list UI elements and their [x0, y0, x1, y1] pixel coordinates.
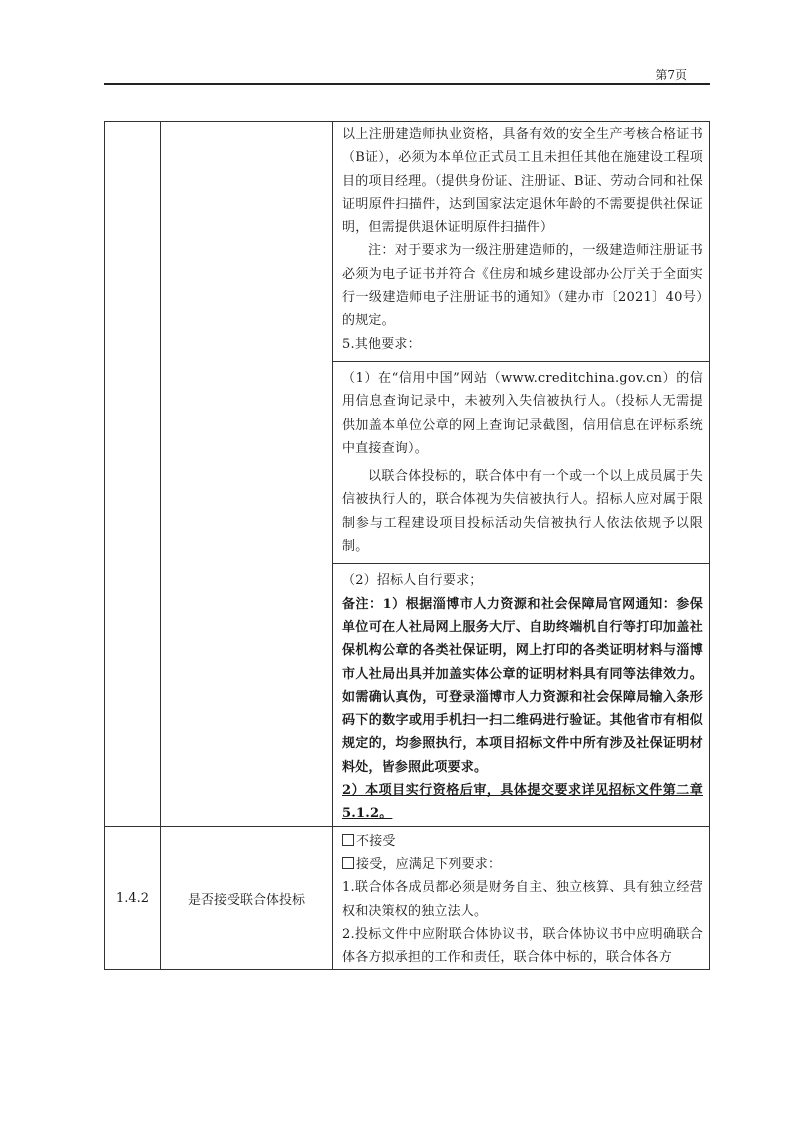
- paragraph-qualification: 以上注册建造师执业资格，具备有效的安全生产考核合格证书（B证），必须为本单位正式员工且未担任其他在施建设工程项目的项目经理。（提供身份证、注册证、B证、劳动合同和社保证明原件扫描件，达到国家法定退休年龄的不需要提供社保证明，但需提供退休证明原件扫描件）: [342, 127, 703, 236]
- row-content-cell: [333, 122, 710, 827]
- row-number-cell: 1.4.2: [105, 826, 161, 970]
- paragraph-note: 注：对于要求为一级注册建造师的，一级建造师注册证书必须为电子证书并符合《住房和城乡建设部办公厅关于全面实行一级建造师电子注册证书的通知》（建办市〔2021〕40号）的规定。: [342, 243, 703, 329]
- option-accept: 接受，应满足下列要求：: [356, 856, 502, 872]
- checkbox-icon: [342, 857, 354, 869]
- table-row: [105, 122, 710, 827]
- paragraph-qualification-review: 2）本项目实行资格后审，具体提交要求详见招标文件第二章5.1.2。: [342, 783, 703, 822]
- requirement-1: 1.联合体各成员都必须是财务自主、独立核算、具有独立经营权和决策权的独立法人。: [342, 880, 703, 919]
- checkbox-icon: [342, 834, 354, 846]
- row-content-cell: [333, 826, 710, 970]
- requirements-table: [104, 121, 710, 970]
- requirement-2: 2.投标文件中应附联合体协议书，联合体协议书中应明确联合体各方拟承担的工作和责任，联合体中标的，联合体各方: [342, 926, 703, 966]
- row-label-cell: 是否接受联合体投标: [161, 826, 333, 970]
- paragraph-credit-check: （1）在“信用中国”网站（www.creditchina.gov.cn）的信用信息查询记录中，未被列入失信被执行人。（投标人无需提供加盖本单位公章的网上查询记录截图，信用信息在评标系统中直接查询）。: [342, 370, 703, 456]
- option-reject: 不接受: [356, 833, 396, 849]
- paragraph-remark: 备注：1）根据淄博市人力资源和社会保障局官网通知：参保单位可在人社局网上服务大厅、自助终端机自行等打印加盖社保机构公章的各类社保证明，网上打印的各类证明材料与淄博市人社局出具并加盖实体公章的证明材料具有同等法律效力。如需确认真伪，可登录淄博市人力资源和社会保障局输入条形码下的数字或用手机扫一扫二维码进行验证。其他省市有相似规定的，均参照执行，本项目招标文件中所有涉及社保证明材料处，皆参照此项要求。: [342, 596, 703, 775]
- paragraph-self-requirements: （2）招标人自行要求；: [342, 573, 483, 589]
- row-label-cell: [161, 122, 333, 827]
- header-rule: [104, 83, 710, 85]
- table-row: [105, 826, 710, 970]
- page-number: 第7页: [655, 68, 687, 82]
- paragraph-consortium-credit: 以联合体投标的，联合体中有一个或一个以上成员属于失信被执行人的，联合体视为失信被执行人。招标人应对属于限制参与工程建设项目投标活动失信被执行人依法依规予以限制。: [342, 469, 703, 555]
- paragraph-other-requirements: 5.其他要求：: [342, 336, 421, 352]
- row-number-cell: [105, 122, 161, 827]
